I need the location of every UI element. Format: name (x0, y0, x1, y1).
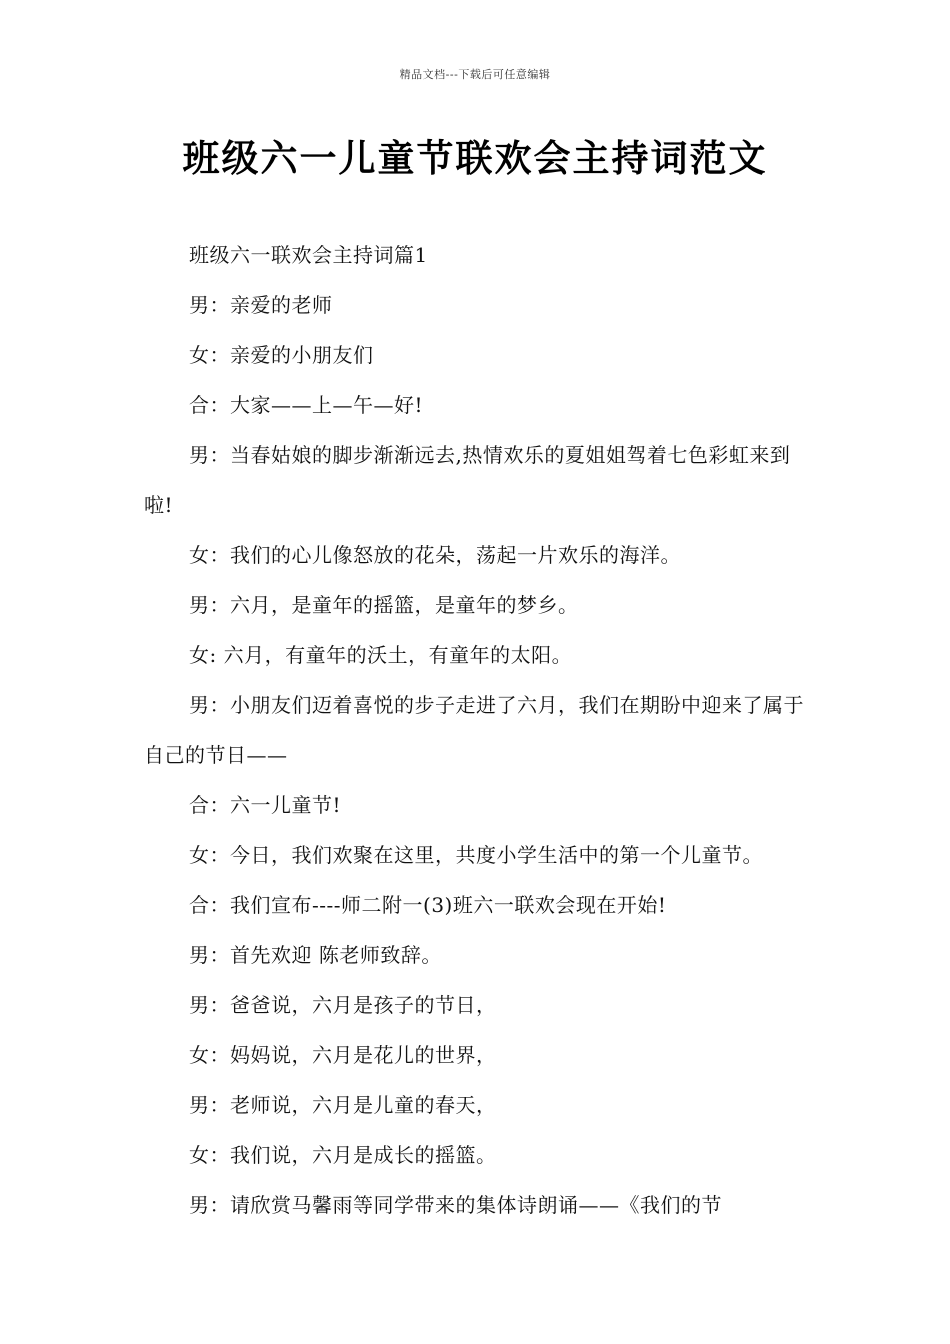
paragraph: 男：首先欢迎 陈老师致辞。 (189, 943, 442, 967)
paragraph: 男：当春姑娘的脚步渐渐远去,热情欢乐的夏姐姐驾着七色彩虹来到啦! (144, 443, 791, 517)
header-note: 精品文档---下载后可任意编辑 (399, 68, 551, 81)
paragraph: 女：今日，我们欢聚在这里，共度小学生活中的第一个儿童节。 (189, 843, 763, 867)
section-heading: 班级六一联欢会主持词篇1 (189, 243, 428, 267)
document-title: 班级六一儿童节联欢会主持词范文 (182, 137, 768, 180)
paragraph: 男：老师说，六月是儿童的春天， (189, 1093, 497, 1117)
paragraph: 合：六一儿童节! (189, 793, 342, 817)
paragraph: 女：妈妈说，六月是花儿的世界， (189, 1043, 497, 1067)
paragraph: 合：大家——上—午—好! (189, 393, 424, 417)
paragraph: 男：亲爱的老师 (189, 293, 333, 317)
paragraph: 男：小朋友们迈着喜悦的步子走进了六月，我们在期盼中迎来了属于自己的节日—— (144, 693, 804, 767)
paragraph: 男：爸爸说，六月是孩子的节日， (189, 993, 497, 1017)
paragraph: 男：请欣赏马馨雨等同学带来的集体诗朗诵——《我们的节 (189, 1193, 722, 1217)
paragraph: 男：六月，是童年的摇篮，是童年的梦乡。 (189, 593, 579, 617)
paragraph: 女：亲爱的小朋友们 (189, 343, 374, 367)
paragraph: 合：我们宣布----师二附一(3)班六一联欢会现在开始! (189, 893, 667, 917)
paragraph: 女：我们说，六月是成长的摇篮。 (189, 1143, 497, 1167)
paragraph: 女: 六月，有童年的沃土，有童年的太阳。 (189, 643, 573, 667)
paragraph: 女：我们的心儿像怒放的花朵，荡起一片欢乐的海洋。 (189, 543, 681, 567)
document-body (144, 230, 814, 1230)
